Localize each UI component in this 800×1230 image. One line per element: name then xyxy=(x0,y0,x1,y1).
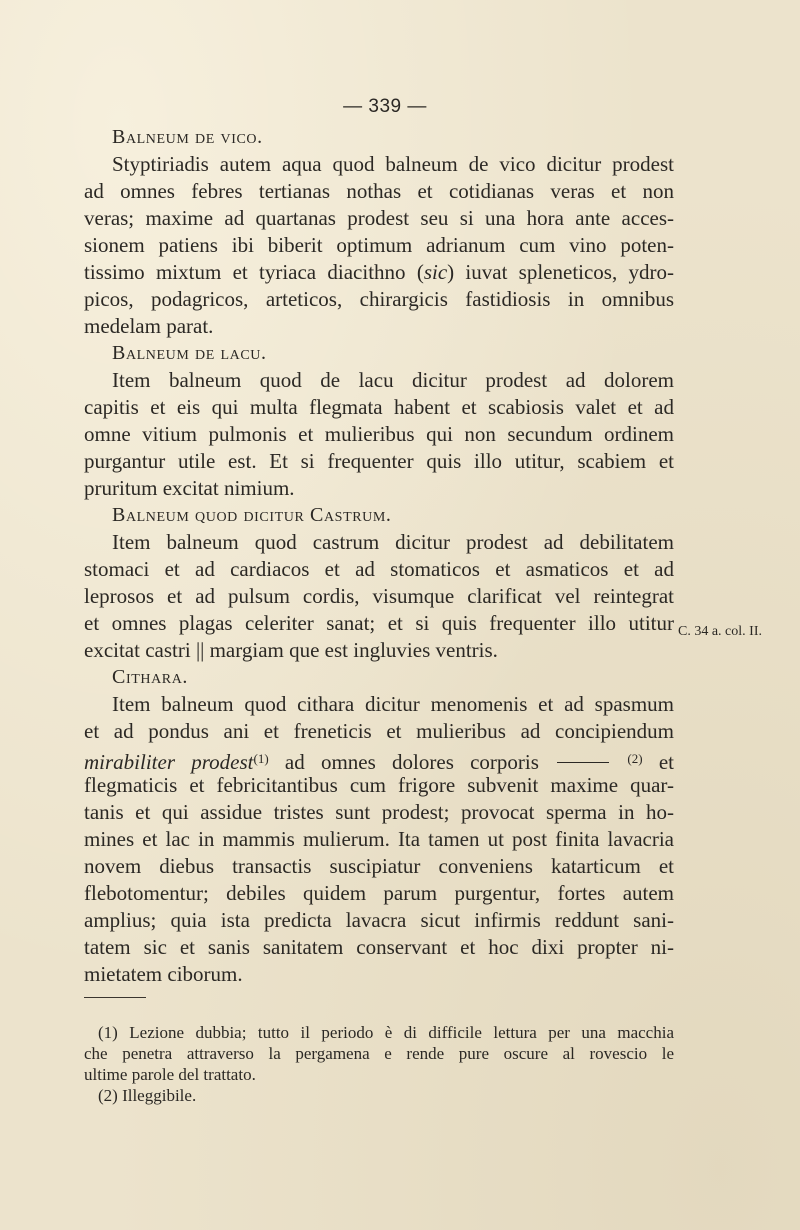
paragraph xyxy=(84,691,674,988)
text-line: medelam parat. xyxy=(84,314,214,338)
text-line: flegmaticis et febricitantibus cum frigore subvenit maxime quar- xyxy=(84,773,674,797)
footnote-rule xyxy=(84,997,146,998)
footnote xyxy=(84,1085,674,1106)
footnote-line: che penetra attraverso la pergamena e rende pure oscure al rovescio le xyxy=(84,1044,674,1063)
text-line: veras; maxime ad quartanas prodest seu si una hora ante acces- xyxy=(84,206,674,230)
section-heading: Balneum quod dicitur Castrum. xyxy=(112,504,392,526)
text-line: tatem sic et sanis sanitatem conservant et hoc dixi propter ni- xyxy=(84,935,674,959)
text-line: Item balneum quod de lacu dicitur prodest ad dolorem xyxy=(112,368,674,392)
section xyxy=(84,340,674,502)
text-line: leprosos et ad pulsum cordis, visumque clarificat vel reintegrat xyxy=(84,584,674,608)
text-line: excitat castri || margiam que est ingluvies ventris. xyxy=(84,638,498,662)
text-line: mietatem ciborum. xyxy=(84,962,243,986)
paragraph xyxy=(84,529,674,664)
text-line: mirabiliter prodest$^{(1)}$ ad omnes dolores corporis $^{(2)}$ et xyxy=(84,750,674,774)
section xyxy=(84,664,674,988)
paragraph xyxy=(84,367,674,502)
text-line: amplius; quia ista predicta lavacra sicut infirmis reddunt sani- xyxy=(84,908,674,932)
section-heading: Balneum de lacu. xyxy=(112,342,267,364)
footnote-line: (2) Illeggibile. xyxy=(98,1086,197,1105)
footnote-ref: (1) xyxy=(253,751,269,766)
text-line: Item balneum quod castrum dicitur prodest ad debilitatem xyxy=(112,530,674,554)
text-line: purgantur utile est. Et si frequenter quis illo utitur, scabiem et xyxy=(84,449,674,473)
section-heading: Cithara. xyxy=(112,666,189,688)
illegible-dash xyxy=(557,762,609,763)
footnote-line: (1) Lezione dubbia; tutto il periodo è di difficile lettura per una macchia xyxy=(98,1023,674,1042)
body-text xyxy=(84,124,674,988)
text-line: sionem patiens ibi biberit optimum adrianum cum vino poten- xyxy=(84,233,674,257)
text-line: flebotomentur; debiles quidem parum purgentur, fortes autem xyxy=(84,881,674,905)
text-line: et ad pondus ani et freneticis et mulieribus ad concipiendum xyxy=(84,719,674,743)
text-line: capitis et eis qui multa flegmata habent et scabiosis valet et ad xyxy=(84,395,674,419)
text-line: picos, podagricos, arteticos, chirargicis fastidiosis in omnibus xyxy=(84,287,674,311)
paragraph xyxy=(84,151,674,340)
text-line: pruritum excitat nimium. xyxy=(84,476,295,500)
text-line: Item balneum quod cithara dicitur menomenis et ad spasmum xyxy=(112,692,674,716)
page-number: — 339 — xyxy=(343,96,427,117)
footnote-ref: (2) xyxy=(627,751,643,766)
footnote xyxy=(84,1022,674,1085)
text-line: mines et lac in mammis mulierum. Ita tamen ut post finita lavacria xyxy=(84,827,674,851)
text-line: ad omnes febres tertianas nothas et cotidianas veras et non xyxy=(84,179,674,203)
footnote-line: ultime parole del trattato. xyxy=(84,1065,256,1084)
section-heading: Balneum de vico. xyxy=(112,126,263,148)
text-line: omne vitium pulmonis et mulieribus qui non secundum ordinem xyxy=(84,422,674,446)
section xyxy=(84,502,674,664)
italic-text: mirabiliter prodest xyxy=(84,750,254,774)
text-line: Styptiriadis autem aqua quod balneum de vico dicitur prodest xyxy=(112,152,674,176)
section xyxy=(84,124,674,340)
italic-text: sic xyxy=(423,260,448,284)
footnotes xyxy=(84,1022,674,1106)
text-line: stomaci et ad cardiacos et ad stomaticos et asmaticos et ad xyxy=(84,557,674,581)
text-line: novem diebus transactis suscipiatur conveniens katarticum et xyxy=(84,854,674,878)
margin-note: C. 34 a. col. II. xyxy=(678,624,762,639)
text-line: tanis et qui assidue tristes sunt prodest; provocat sperma in ho- xyxy=(84,800,674,824)
text-line: et omnes plagas celeriter sanat; et si quis frequenter illo utitur xyxy=(84,611,674,635)
text-line: tissimo mixtum et tyriaca diacithno (sic) iuvat spleneticos, ydro- xyxy=(84,260,674,284)
